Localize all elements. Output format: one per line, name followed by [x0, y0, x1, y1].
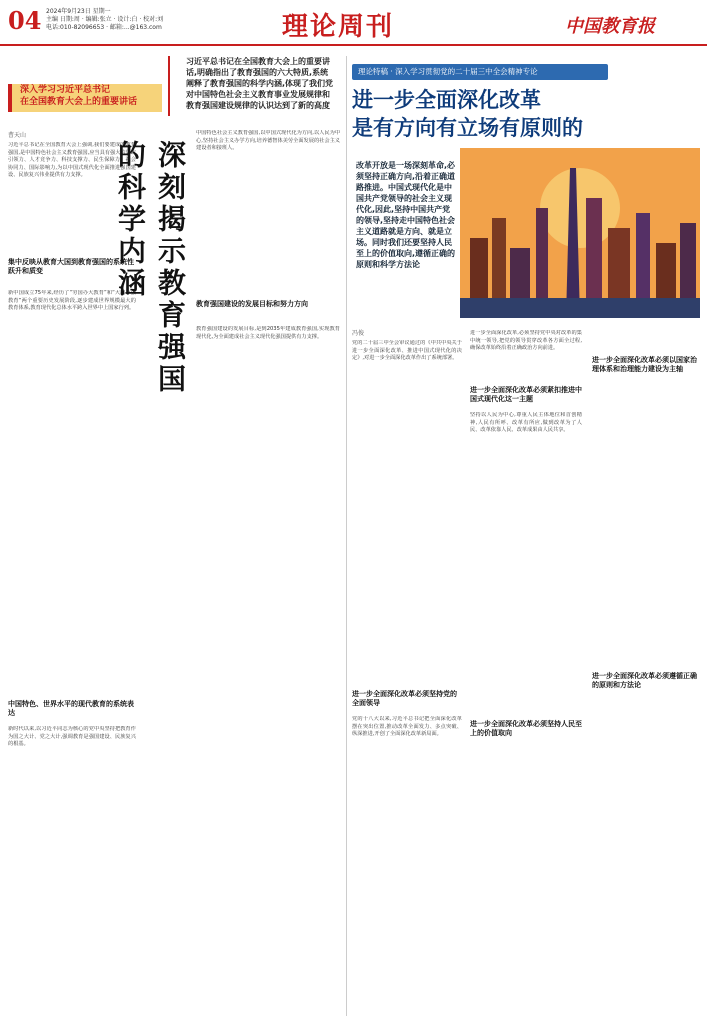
left-paragraph-4: 教育强国建设的发展目标,是到2035年建成教育强国,实现教育现代化,为全面建成社会主义现代化强国提供有力支撑。	[196, 326, 340, 340]
left-author: 曹天山	[8, 132, 27, 139]
left-intro: 习近平总书记在全国教育大会上强调,我们要建成的教育强国,是中国特色社会主义教育强国,应当具有强大的思政引领力、人才竞争力、科技支撑力、民生保障力、社会协同力、国际影响力,为以中国式现代化全面推进强国建设、民族复兴伟业提供有力支撑。	[8, 142, 136, 179]
banner-line-2: 在全国教育大会上的重要讲话	[20, 97, 138, 107]
contact-info: 电话:010-82096653 · 邮箱:...@163.com	[46, 24, 162, 31]
right-subhead-3: 进一步全面深化改革必须坚持人民至上的价值取向	[470, 720, 582, 737]
right-subhead-1: 进一步全面深化改革必须紧扣推进中国式现代化这一主题	[470, 386, 582, 403]
column-banner	[8, 84, 162, 112]
banner-line-1: 深入学习习近平总书记	[20, 85, 111, 95]
left-subhead-2: 中国特色、世界水平的现代教育的系统表达	[8, 700, 134, 717]
right-author: 冯俊	[352, 330, 365, 337]
vertical-headline: 深刻揭示教育强国的科学内涵	[114, 140, 187, 396]
right-paragraph-1: 党的二十届三中全会审议通过的《中共中央关于进一步全面深化改革、推进中国式现代化的决定》,对进一步全面深化改革作出了系统部署。	[352, 340, 462, 362]
masthead	[0, 0, 707, 46]
issue-date: 2024年9月23日 星期一	[46, 8, 111, 15]
left-subhead-3: 教育强国建设的发展目标和努力方向	[196, 300, 308, 308]
page-number: 04	[8, 6, 42, 35]
main-headline	[352, 86, 692, 142]
right-subhead-4: 进一步全面深化改革必须以国家治理体系和治理能力建设为主轴	[592, 356, 697, 373]
headline-line-1: 进一步全面深化改革	[352, 87, 541, 112]
headline-line-2: 是有方向有立场有原则的	[352, 115, 583, 140]
skyline-graphic	[460, 148, 700, 318]
right-paragraph-3: 进一步全面深化改革,必须坚持党中央对改革的集中统一领导,把党的领导贯穿改革各方面全过程,确保改革始终沿着正确政治方向前进。	[470, 330, 582, 352]
lead-quote: 习近平总书记在全国教育大会上的重要讲话,明确指出了教育强国的六大特质,系统阐释了教育强国的科学内涵,体现了我们党对中国特色社会主义教育事业发展规律和教育强国建设规律的认识达到了新的高度	[186, 57, 334, 110]
left-paragraph-1: 新中国成立75年来,经历了“穷国办大教育”和“大国办强教育”两个重要历史发展阶段,逐步建成世界规模最大的教育体系,教育现代化总体水平跨入世界中上国家行列。	[8, 290, 136, 312]
left-subhead-1: 集中反映从教育大国到教育强国的系统性跃升和质变	[8, 258, 134, 275]
quote-rule	[168, 56, 170, 116]
section-title: 理论周刊	[282, 12, 395, 42]
column-divider	[346, 56, 347, 1016]
editor-credits: 主编 日期:周 · 编辑:张立 · 设计:白 · 校对:刘	[46, 16, 164, 23]
article-kicker: 理论特稿 · 深入学习贯彻党的二十届三中全会精神专论	[352, 64, 608, 80]
right-paragraph-2: 党的十八大以来,习近平总书记把全面深化改革摆在突出位置,推动改革全面发力、多点突破、纵深推进,开创了全面深化改革新局面。	[352, 716, 462, 738]
right-paragraph-4: 坚持以人民为中心,尊重人民主体地位和首创精神,人民有所呼、改革有所应,做到改革为了人民、改革依靠人民、改革成果由人民共享。	[470, 412, 582, 434]
left-paragraph-3: 中国特色社会主义教育强国,以中国式现代化为方向,以人民为中心,坚持社会主义办学方向,培养德智体美劳全面发展的社会主义建设者和接班人。	[196, 130, 340, 152]
right-subhead-2: 进一步全面深化改革必须坚持党的全面领导	[352, 690, 457, 707]
pull-quote: 改革开放是一场深刻革命,必须坚持正确方向,沿着正确道路推进。中国式现代化是中国共产党领导的社会主义现代化,因此,坚持中国共产党的领导,坚持走中国特色社会主义道路就是方向、就是立场。同时我们还要坚持人民至上的价值取向,遵循正确的原则和科学方法论	[356, 161, 456, 269]
city-skyline-illustration	[460, 148, 700, 318]
right-subhead-5: 进一步全面深化改革必须遵循正确的原则和方法论	[592, 672, 697, 689]
left-paragraph-2: 新时代以来,以习近平同志为核心的党中央坚持把教育作为国之大计、党之大计,强调教育是强国建设、民族复兴的根基。	[8, 726, 136, 748]
paper-logo: 中国教育报	[565, 16, 655, 37]
